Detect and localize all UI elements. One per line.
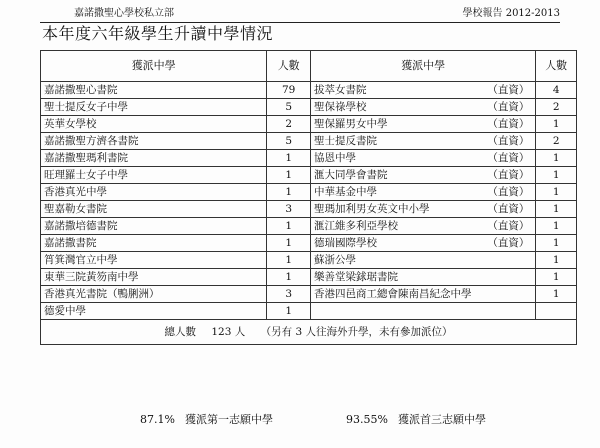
report-label: 學校報告 2012-2013: [462, 8, 560, 19]
school2-name: 中華基金中學: [314, 186, 378, 198]
count-cell: 1: [267, 184, 311, 201]
funding-mode: （直資）: [487, 203, 530, 215]
table-row: [41, 286, 577, 303]
school2-cell: [311, 286, 536, 303]
col-header-school2: 獲派中學: [311, 51, 536, 82]
school2-name: 德瑞國際學校: [314, 237, 378, 249]
count2-cell: 1: [536, 184, 577, 201]
school-name: 嘉諾撒聖心學校私立部: [74, 8, 174, 19]
funding-mode: （直資）: [487, 186, 530, 198]
count2-cell: 1: [536, 218, 577, 235]
school2-cell: [311, 184, 536, 201]
count-cell: 1: [267, 269, 311, 286]
table-row: [41, 218, 577, 235]
school2-cell: [311, 116, 536, 133]
count2-cell: 1: [536, 150, 577, 167]
funding-mode: （直資）: [487, 118, 530, 130]
first-choice-percent: 87.1%: [140, 413, 175, 426]
total-cell: [41, 320, 577, 345]
funding-mode: （直資）: [487, 220, 530, 232]
top-three-percent: 93.55%: [346, 413, 388, 426]
table-row: [41, 167, 577, 184]
school-cell: 香港真光書院（鴨脷洲）: [41, 286, 267, 303]
school-cell: 德愛中學: [41, 303, 267, 320]
school2-cell: [311, 235, 536, 252]
count2-cell: 4: [536, 82, 577, 99]
table-row: [41, 269, 577, 286]
table-row: [41, 116, 577, 133]
school-cell: 英華女學校: [41, 116, 267, 133]
count-cell: 1: [267, 218, 311, 235]
school-cell: 東華三院黃笏南中學: [41, 269, 267, 286]
count2-cell: 1: [536, 167, 577, 184]
school2-cell: [311, 150, 536, 167]
col-header-count2: 人數: [536, 51, 577, 82]
count-cell: 2: [267, 116, 311, 133]
school-cell: 嘉諾撒聖瑪利書院: [41, 150, 267, 167]
school2-name: 拔萃女書院: [314, 84, 367, 96]
school-cell: 聖士提反女子中學: [41, 99, 267, 116]
table-row: [41, 252, 577, 269]
count2-cell: 1: [536, 235, 577, 252]
school2-name: 聖瑪加利男女英文中小學: [314, 203, 430, 215]
total-note: （另有 3 人往海外升學，未有參加派位）: [260, 326, 453, 338]
table-header-row: [41, 51, 577, 82]
funding-mode: （直資）: [487, 135, 530, 147]
school2-cell: [311, 82, 536, 99]
funding-mode: （直資）: [487, 101, 530, 113]
table-row: [41, 201, 577, 218]
count-cell: 1: [267, 150, 311, 167]
count-cell: 1: [267, 235, 311, 252]
school2-name: 聖保羅男女中學: [314, 118, 388, 130]
count-cell: 5: [267, 133, 311, 150]
school2-cell: [311, 201, 536, 218]
school2-name: 聖保祿學校: [314, 101, 367, 113]
count-cell: 3: [267, 286, 311, 303]
school2-name: 聖士提反書院: [314, 135, 378, 147]
school-cell: 嘉諾撒培德書院: [41, 218, 267, 235]
count-cell: 1: [267, 303, 311, 320]
table-row: [41, 99, 577, 116]
first-choice-stat: [140, 412, 273, 428]
school2-name: 滙江維多利亞學校: [314, 220, 399, 232]
school2-name: 樂善堂梁銶琚書院: [314, 271, 399, 283]
report-header: [40, 6, 560, 23]
count2-cell: 1: [536, 252, 577, 269]
first-choice-label: 獲派第一志願中學: [184, 413, 273, 426]
count2-cell: 1: [536, 286, 577, 303]
school2-cell: [311, 269, 536, 286]
school-cell: 嘉諾撒聖方濟各書院: [41, 133, 267, 150]
count2-cell: [536, 303, 577, 320]
table-row: [41, 235, 577, 252]
count-cell: 1: [267, 167, 311, 184]
school2-cell: [311, 252, 536, 269]
count2-cell: 1: [536, 269, 577, 286]
school-cell: 旺理羅士女子中學: [41, 167, 267, 184]
count2-cell: 1: [536, 116, 577, 133]
count-cell: 5: [267, 99, 311, 116]
count-cell: 1: [267, 252, 311, 269]
school2-name: 協恩中學: [314, 152, 357, 164]
school-cell: 香港真光中學: [41, 184, 267, 201]
count-cell: 3: [267, 201, 311, 218]
count-cell: 79: [267, 82, 311, 99]
table-row: [41, 150, 577, 167]
school-cell: 聖嘉勒女書院: [41, 201, 267, 218]
school2-cell: [311, 133, 536, 150]
total-label: 總人數: [164, 326, 197, 338]
funding-mode: （直資）: [487, 237, 530, 249]
funding-mode: （直資）: [487, 152, 530, 164]
top-three-stat: [346, 412, 486, 428]
funding-mode: （直資）: [487, 169, 530, 181]
school2-cell: [311, 167, 536, 184]
total-row: [41, 320, 577, 345]
school2-cell: [311, 303, 536, 320]
table-row: [41, 82, 577, 99]
allocation-table: [40, 50, 577, 345]
top-three-label: 獲派首三志願中學: [397, 413, 486, 426]
col-header-school: 獲派中學: [41, 51, 267, 82]
school-cell: 筲箕灣官立中學: [41, 252, 267, 269]
table-row: [41, 133, 577, 150]
school2-cell: [311, 99, 536, 116]
total-value: 123 人: [211, 326, 246, 338]
page-title: 本年度六年級學生升讀中學情況: [42, 24, 274, 43]
count2-cell: 2: [536, 99, 577, 116]
funding-mode: （直資）: [487, 84, 530, 96]
table-body: [41, 82, 577, 320]
table-row: [41, 303, 577, 320]
school2-name: 蘇浙公學: [314, 254, 357, 266]
table-row: [41, 184, 577, 201]
school-cell: 嘉諾撒聖心書院: [41, 82, 267, 99]
count2-cell: 2: [536, 133, 577, 150]
col-header-count: 人數: [267, 51, 311, 82]
school2-name: 香港四邑商工總會陳南昌紀念中學: [314, 288, 472, 300]
school-cell: 嘉諾撒書院: [41, 235, 267, 252]
count2-cell: 1: [536, 201, 577, 218]
school2-cell: [311, 218, 536, 235]
school2-name: 滙大同學會書院: [314, 169, 388, 181]
